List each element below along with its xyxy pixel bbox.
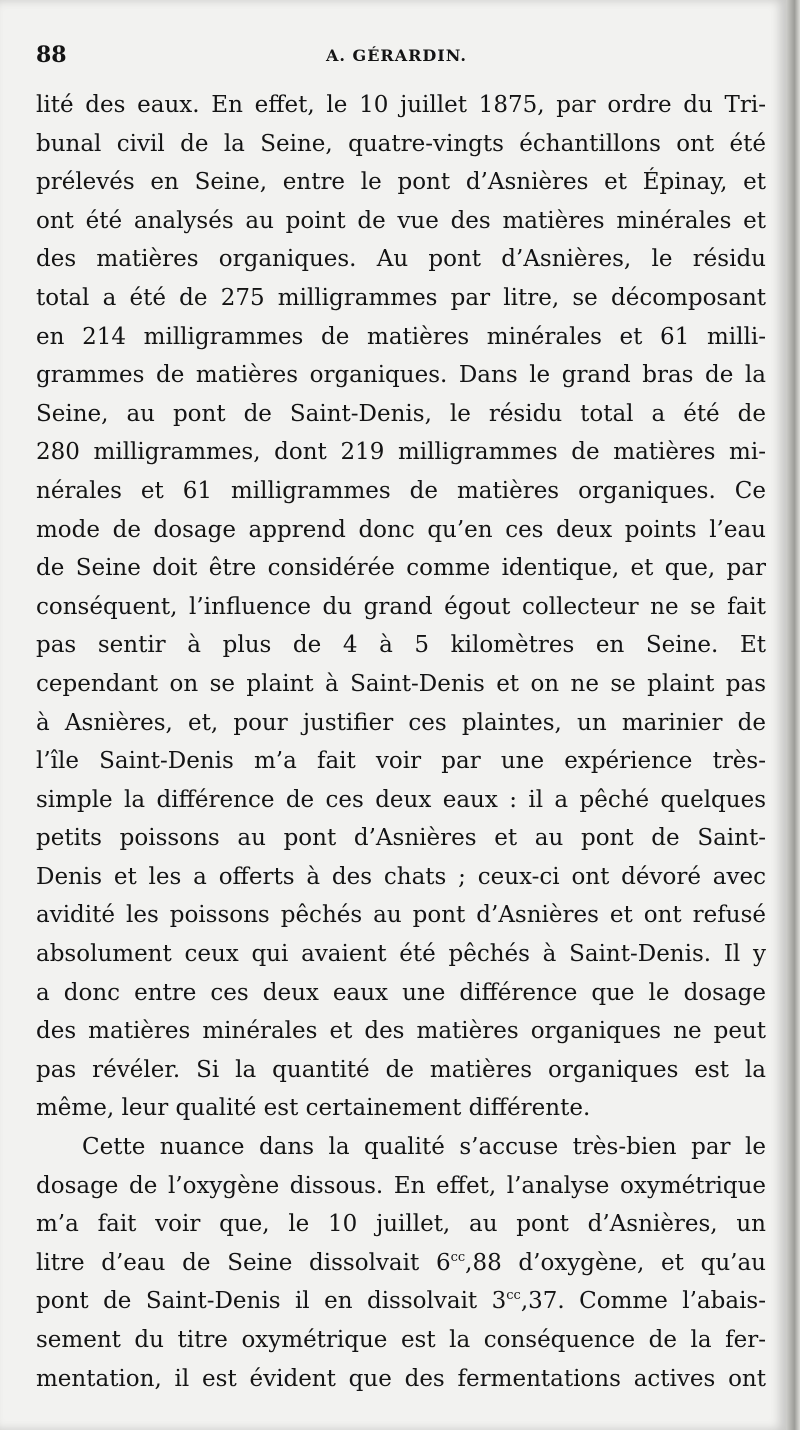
unit-superscript: cc (506, 1288, 521, 1304)
text-line: dosage de l’oxygène dissous. En effet, l’analyse oxymétrique (36, 1172, 766, 1199)
text-line: cependant on se plaint à Saint-Denis et on ne se plaint pas (36, 670, 766, 697)
text-line: à Asnières, et, pour justifier ces plaintes, un marinier de (36, 709, 766, 736)
text-line: 280 milligrammes, dont 219 milligrammes de matières mi- (36, 439, 766, 466)
text-segment: ,88 d’oxygène, et qu’au (465, 1249, 766, 1276)
text-line: en 214 milligrammes de matières minérales et 61 milli- (36, 323, 766, 350)
text-segment: pont de Saint-Denis il en dissolvait 3 (36, 1288, 507, 1315)
page-header (36, 42, 756, 74)
page-edge (786, 0, 800, 1430)
text-line: prélevés en Seine, entre le pont d’Asnières et Épinay, et (36, 169, 766, 196)
text-line: des matières minérales et des matières organiques ne peut (36, 1018, 766, 1045)
text-line: Denis et les a offerts à des chats ; ceux-ci ont dévoré avec (36, 863, 766, 890)
text-line: l’île Saint-Denis m’a fait voir par une expérience très- (36, 748, 766, 775)
paragraph-start-line: Cette nuance dans la qualité s’accuse très-bien par le (82, 1134, 766, 1161)
text-line: pas sentir à plus de 4 à 5 kilomètres en Seine. Et (36, 632, 766, 659)
unit-superscript: cc (450, 1249, 466, 1265)
text-segment: ,37. Comme l’abais- (520, 1288, 766, 1315)
text-body (36, 86, 766, 1398)
text-line: conséquent, l’influence du grand égout collecteur ne se fait (36, 593, 766, 620)
text-line: pas révéler. Si la quantité de matières organiques est la (36, 1056, 766, 1083)
text-line: nérales et 61 milligrammes de matières organiques. Ce (36, 477, 766, 504)
text-line: absolument ceux qui avaient été pêchés à Saint-Denis. Il y (36, 941, 766, 968)
text-line (36, 1282, 766, 1321)
text-line (36, 1244, 766, 1283)
text-line: Seine, au pont de Saint-Denis, le résidu total a été de (36, 400, 766, 427)
text-line: ont été analysés au point de vue des matières minérales et (36, 207, 766, 234)
text-line: bunal civil de la Seine, quatre-vingts échantillons ont été (36, 130, 766, 157)
text-line: des matières organiques. Au pont d’Asnières, le résidu (36, 246, 766, 273)
running-head: A. GÉRARDIN. (326, 46, 467, 65)
text-line: simple la différence de ces deux eaux : il a pêché quelques (36, 786, 766, 813)
text-line: a donc entre ces deux eaux une différence que le dosage (36, 979, 766, 1006)
text-line: de Seine doit être considérée comme identique, et que, par (36, 555, 766, 582)
paragraph-end-line: même, leur qualité est certainement différente. (36, 1095, 591, 1122)
text-line: lité des eaux. En effet, le 10 juillet 1875, par ordre du Tri- (36, 92, 766, 118)
text-line: total a été de 275 milligrammes par litre, se décomposant (36, 284, 766, 311)
page-number: 88 (36, 42, 67, 68)
text-segment: litre d’eau de Seine dissolvait 6 (36, 1249, 451, 1276)
text-line: petits poissons au pont d’Asnières et au pont de Saint- (36, 825, 766, 852)
text-line: m’a fait voir que, le 10 juillet, au pont d’Asnières, un (36, 1211, 766, 1238)
text-line: mentation, il est évident que des fermentations actives ont (36, 1365, 766, 1392)
text-line: mode de dosage apprend donc qu’en ces deux points l’eau (36, 516, 766, 543)
text-line: avidité les poissons pêchés au pont d’Asnières et ont refusé (36, 902, 766, 929)
text-line: sement du titre oxymétrique est la conséquence de la fer- (36, 1327, 766, 1353)
text-line: grammes de matières organiques. Dans le grand bras de la (36, 362, 766, 389)
